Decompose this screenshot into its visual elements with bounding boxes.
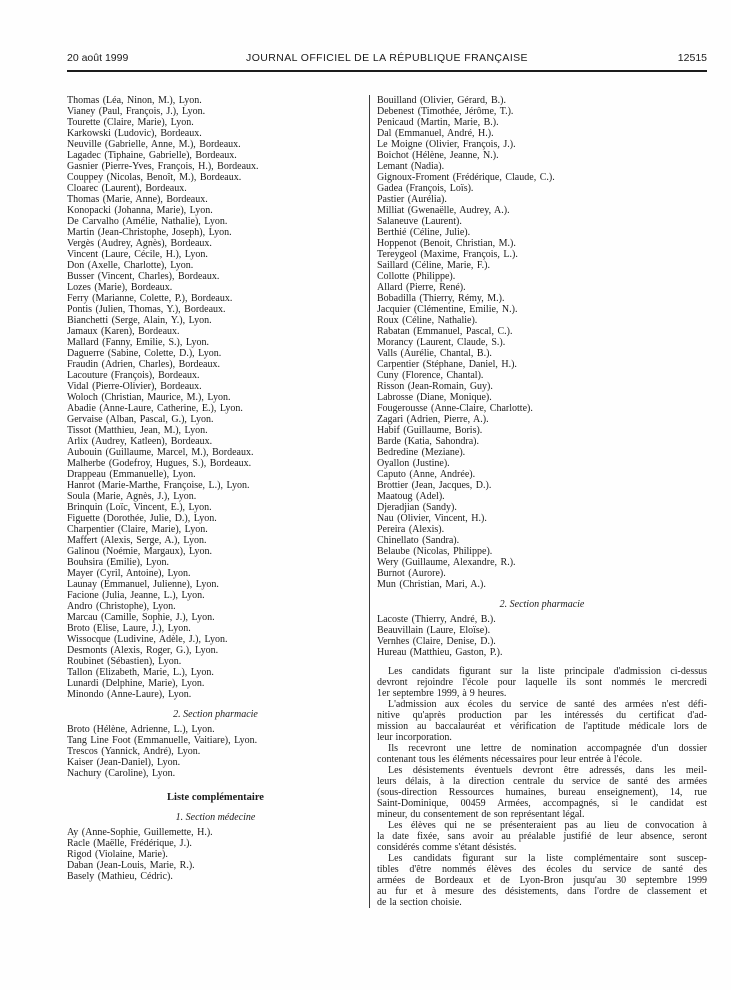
paragraph bbox=[377, 666, 707, 699]
section-heading-medecine: 1. Section médecine bbox=[175, 812, 256, 823]
paragraph bbox=[377, 699, 707, 743]
name-entry: Jacquier (Clémentine, Emilie, N.). bbox=[377, 304, 518, 315]
name-entry: Mallard (Fanny, Emilie, S.), Lyon. bbox=[67, 337, 209, 348]
name-entry: Racle (Maëlle, Frédérique, J.). bbox=[67, 838, 192, 849]
name-entry: Brinquin (Loïc, Vincent, E.), Lyon. bbox=[67, 502, 212, 513]
name-entry: Maatoug (Adel). bbox=[377, 491, 445, 502]
name-entry: Aubouin (Guillaume, Marcel, M.), Bordeaux. bbox=[67, 447, 254, 458]
paragraph-line: tibles d'être nommés élèves des écoles du service de santé des bbox=[377, 864, 707, 875]
name-entry: Valls (Aurélie, Chantal, B.). bbox=[377, 348, 492, 359]
name-entry: Hoppenot (Benoit, Christian, M.). bbox=[377, 238, 516, 249]
name-entry: Cloarec (Laurent), Bordeaux. bbox=[67, 183, 187, 194]
complementary-medicine-name-list-continued bbox=[377, 95, 707, 590]
paragraph-line: la date fixée, sans avoir au préalable justifié de leur absence, seront bbox=[377, 831, 707, 842]
name-entry: Lozes (Marie), Bordeaux. bbox=[67, 282, 173, 293]
name-entry: Neuville (Gabrielle, Anne, M.), Bordeaux. bbox=[67, 139, 241, 150]
name-entry: Tereygeol (Maxime, François, L.). bbox=[377, 249, 518, 260]
name-entry: Ay (Anne-Sophie, Guillemette, H.). bbox=[67, 827, 213, 838]
name-entry: Allard (Pierre, René). bbox=[377, 282, 466, 293]
name-entry: Martin (Jean-Christophe, Joseph), Lyon. bbox=[67, 227, 232, 238]
name-entry: Jamaux (Karen), Bordeaux. bbox=[67, 326, 180, 337]
name-entry: Tissot (Matthieu, Jean, M.), Lyon. bbox=[67, 425, 208, 436]
name-entry: Fraudin (Adrien, Charles), Bordeaux. bbox=[67, 359, 220, 370]
name-entry: Wissocque (Ludivine, Adèle, J.), Lyon. bbox=[67, 634, 228, 645]
name-entry: Labrosse (Diane, Monique). bbox=[377, 392, 492, 403]
name-entry: Roux (Céline, Nathalie). bbox=[377, 315, 478, 326]
name-entry: Fougerousse (Anne-Claire, Charlotte). bbox=[377, 403, 533, 414]
name-entry: Trescos (Yannick, André), Lyon. bbox=[67, 746, 201, 757]
two-column-body bbox=[67, 95, 707, 908]
paragraph-line: devront rejoindre l'école pour laquelle ils sont nommés le mercredi bbox=[377, 677, 707, 688]
name-entry: Roubinet (Sébastien), Lyon. bbox=[67, 656, 182, 667]
name-entry: Bobadilla (Thierry, Rémy, M.). bbox=[377, 293, 505, 304]
name-entry: Morancy (Laurent, Claude, S.). bbox=[377, 337, 506, 348]
name-entry: Vernhes (Claire, Denise, D.). bbox=[377, 636, 496, 647]
name-entry: Bouilland (Olivier, Gérard, B.). bbox=[377, 95, 506, 106]
name-entry: Zagari (Adrien, Pierre, A.). bbox=[377, 414, 489, 425]
name-entry: Lacouture (François), Bordeaux. bbox=[67, 370, 200, 381]
name-entry: Milliat (Gwenaëlle, Audrey, A.). bbox=[377, 205, 510, 216]
paragraph-line: Les désistements éventuels devront être adressés, dans les meil- bbox=[388, 765, 707, 776]
paragraph bbox=[377, 820, 707, 853]
name-entry: Mayer (Cyril, Antoine), Lyon. bbox=[67, 568, 191, 579]
name-entry: Vianey (Paul, François, J.), Lyon. bbox=[67, 106, 206, 117]
name-entry: Gadea (François, Loïs). bbox=[377, 183, 474, 194]
name-entry: Don (Axelle, Charlotte), Lyon. bbox=[67, 260, 194, 271]
name-entry: Rigod (Violaine, Marie). bbox=[67, 849, 168, 860]
name-entry: Tallon (Elizabeth, Marie, L.), Lyon. bbox=[67, 667, 214, 678]
name-entry: Pastier (Aurélia). bbox=[377, 194, 447, 205]
name-entry: Nachury (Caroline), Lyon. bbox=[67, 768, 176, 779]
name-entry: Charpentier (Claire, Marie), Lyon. bbox=[67, 524, 208, 535]
name-entry: Cuny (Florence, Chantal). bbox=[377, 370, 484, 381]
complementary-list-title: Liste complémentaire bbox=[167, 792, 264, 803]
name-entry: Carpentier (Stéphane, Daniel, H.). bbox=[377, 359, 517, 370]
paragraph-line: considérés comme s'étant désistés. bbox=[377, 842, 517, 853]
complementary-pharmacy-name-list bbox=[377, 614, 707, 658]
name-entry: Salaneuve (Laurent). bbox=[377, 216, 462, 227]
header-rule bbox=[67, 70, 707, 72]
paragraph-line: Les élèves qui ne se présenteraient pas au lieu de convocation à bbox=[388, 820, 707, 831]
name-entry: Drappeau (Emmanuelle), Lyon. bbox=[67, 469, 196, 480]
section-heading-pharmacie: 2. Section pharmacie bbox=[499, 599, 585, 610]
column-divider-rule bbox=[369, 95, 370, 908]
paragraph-line: de la section choisie. bbox=[377, 897, 462, 908]
name-entry: Arlix (Audrey, Katleen), Bordeaux. bbox=[67, 436, 213, 447]
name-entry: Nau (Olivier, Vincent, H.). bbox=[377, 513, 487, 524]
body-paragraphs bbox=[377, 666, 707, 908]
name-entry: Tourette (Claire, Marie), Lyon. bbox=[67, 117, 194, 128]
issue-date: 20 août 1999 bbox=[67, 52, 129, 64]
left-column bbox=[67, 95, 364, 908]
name-entry: Tang Line Foot (Emmanuelle, Vaitiare), Lyon. bbox=[67, 735, 258, 746]
name-entry: Andro (Christophe), Lyon. bbox=[67, 601, 176, 612]
paragraph-line: mineur, du consentement de son représentant légal. bbox=[377, 809, 585, 820]
name-entry: Beauvillain (Laure, Eloïse). bbox=[377, 625, 491, 636]
medicine-name-list bbox=[67, 95, 364, 700]
name-entry: Mun (Christian, Mari, A.). bbox=[377, 579, 486, 590]
name-entry: Djeradjian (Sandy). bbox=[377, 502, 457, 513]
name-entry: Pereira (Alexis). bbox=[377, 524, 445, 535]
name-entry: Launay (Emmanuel, Julienne), Lyon. bbox=[67, 579, 219, 590]
name-entry: Figuette (Dorothée, Julie, D.), Lyon. bbox=[67, 513, 217, 524]
name-entry: Bedredine (Meziane). bbox=[377, 447, 466, 458]
name-entry: Maffert (Alexis, Serge, A.), Lyon. bbox=[67, 535, 207, 546]
paragraph-line: leur incorporation. bbox=[377, 732, 452, 743]
name-entry: Bouhsira (Emilie), Lyon. bbox=[67, 557, 169, 568]
name-entry: Brottier (Jean, Jacques, D.). bbox=[377, 480, 492, 491]
name-entry: Woloch (Christian, Maurice, M.), Lyon. bbox=[67, 392, 231, 403]
name-entry: Daban (Jean-Louis, Marie, R.). bbox=[67, 860, 195, 871]
name-entry: Kaiser (Jean-Daniel), Lyon. bbox=[67, 757, 181, 768]
name-entry: Pontis (Julien, Thomas, Y.), Bordeaux. bbox=[67, 304, 226, 315]
right-column bbox=[377, 95, 707, 908]
name-entry: De Carvalho (Amélie, Nathalie), Lyon. bbox=[67, 216, 228, 227]
name-entry: Saillard (Céline, Marie, F.). bbox=[377, 260, 491, 271]
paragraph-line: L'admission aux écoles du service de santé des armées n'est défi- bbox=[388, 699, 707, 710]
paragraph bbox=[377, 765, 707, 820]
name-entry: Vergès (Audrey, Agnès), Bordeaux. bbox=[67, 238, 212, 249]
name-entry: Thomas (Marie, Anne), Bordeaux. bbox=[67, 194, 208, 205]
name-entry: Lunardi (Delphine, Marie), Lyon. bbox=[67, 678, 205, 689]
name-entry: Boichot (Hélène, Jeanne, N.). bbox=[377, 150, 499, 161]
name-entry: Lacoste (Thierry, André, B.). bbox=[377, 614, 496, 625]
name-entry: Burnot (Aurore). bbox=[377, 568, 446, 579]
paragraph-line: (sous-direction Ressources humaines, bureau enseignement), 14, rue bbox=[377, 787, 707, 798]
name-entry: Ferry (Marianne, Colette, P.), Bordeaux. bbox=[67, 293, 233, 304]
name-entry: Rabatan (Emmanuel, Pascal, C.). bbox=[377, 326, 513, 337]
paragraph-line: Ils recevront une lettre de nomination accompagnée d'un dossier bbox=[388, 743, 707, 754]
name-entry: Debenest (Timothée, Jérôme, T.). bbox=[377, 106, 514, 117]
name-entry: Broto (Elise, Laure, J.), Lyon. bbox=[67, 623, 191, 634]
name-entry: Vincent (Laure, Cécile, H.), Lyon. bbox=[67, 249, 208, 260]
paragraph-line: mission au baccalauréat et vérification de l'aptitude médicale lors de bbox=[377, 721, 707, 732]
name-entry: Habif (Guillaume, Boris). bbox=[377, 425, 483, 436]
name-entry: Broto (Hélène, Adrienne, L.), Lyon. bbox=[67, 724, 215, 735]
page-title: JOURNAL OFFICIEL DE LA RÉPUBLIQUE FRANÇAISE bbox=[246, 52, 528, 64]
name-entry: Karkowski (Ludovic), Bordeaux. bbox=[67, 128, 202, 139]
name-entry: Busser (Vincent, Charles), Bordeaux. bbox=[67, 271, 220, 282]
masthead bbox=[67, 52, 707, 64]
name-entry: Daguerre (Sabine, Colette, D.), Lyon. bbox=[67, 348, 222, 359]
name-entry: Caputo (Anne, Andrée). bbox=[377, 469, 476, 480]
paragraph-line: Les candidats figurant sur la liste complémentaire sont suscep- bbox=[388, 853, 707, 864]
paragraph-line: contenant tous les éléments nécessaires pour leur entrée à l'école. bbox=[377, 754, 643, 765]
name-entry: Vidal (Pierre-Olivier), Bordeaux. bbox=[67, 381, 202, 392]
name-entry: Lagadec (Tiphaine, Gabrielle), Bordeaux. bbox=[67, 150, 237, 161]
name-entry: Galinou (Noémie, Margaux), Lyon. bbox=[67, 546, 213, 557]
paragraph-line: au fur et à mesure des désistements, dans l'ordre de classement et bbox=[377, 886, 707, 897]
paragraph bbox=[377, 743, 707, 765]
name-entry: Risson (Jean-Romain, Guy). bbox=[377, 381, 493, 392]
name-entry: Gasnier (Pierre-Yves, François, H.), Bordeaux. bbox=[67, 161, 259, 172]
name-entry: Thomas (Léa, Ninon, M.), Lyon. bbox=[67, 95, 202, 106]
name-entry: Belaube (Nicolas, Philippe). bbox=[377, 546, 493, 557]
paragraph bbox=[377, 853, 707, 908]
name-entry: Abadie (Anne-Laure, Catherine, E.), Lyon. bbox=[67, 403, 243, 414]
paragraph-line: nitive qu'après production par les intéressés du certificat d'ad- bbox=[377, 710, 707, 721]
name-entry: Dal (Emmanuel, André, H.). bbox=[377, 128, 494, 139]
name-entry: Wery (Guillaume, Alexandre, R.). bbox=[377, 557, 516, 568]
name-entry: Gervaise (Alban, Pascal, G.), Lyon. bbox=[67, 414, 214, 425]
pharmacy-name-list bbox=[67, 724, 364, 779]
name-entry: Facione (Julia, Jeanne, L.), Lyon. bbox=[67, 590, 205, 601]
name-entry: Malherbe (Godefroy, Hugues, S.), Bordeaux. bbox=[67, 458, 252, 469]
paragraph-line: Les candidats figurant sur la liste principale d'admission ci-dessus bbox=[388, 666, 707, 677]
name-entry: Oyallon (Justine). bbox=[377, 458, 450, 469]
name-entry: Hureau (Matthieu, Gaston, P.). bbox=[377, 647, 503, 658]
page-number: 12515 bbox=[677, 52, 707, 64]
name-entry: Marcau (Camille, Sophie, J.), Lyon. bbox=[67, 612, 215, 623]
paragraph-line: leurs délais, à la direction centrale du service de santé des armées bbox=[377, 776, 707, 787]
name-entry: Hanrot (Marie-Marthe, Françoise, L.), Lyon. bbox=[67, 480, 250, 491]
name-entry: Desmonts (Alexis, Roger, G.), Lyon. bbox=[67, 645, 219, 656]
name-entry: Soula (Marie, Agnès, J.), Lyon. bbox=[67, 491, 197, 502]
paragraph-line: 1er septembre 1999, à 9 heures. bbox=[377, 688, 507, 699]
name-entry: Konopacki (Johanna, Marie), Lyon. bbox=[67, 205, 213, 216]
name-entry: Couppey (Nicolas, Benoît, M.), Bordeaux. bbox=[67, 172, 242, 183]
complementary-medicine-name-list bbox=[67, 827, 364, 882]
name-entry: Penicaud (Martin, Marie, B.). bbox=[377, 117, 499, 128]
section-heading-pharmacie: 2. Section pharmacie bbox=[173, 709, 258, 720]
name-entry: Le Moigne (Olivier, François, J.). bbox=[377, 139, 516, 150]
name-entry: Barde (Katia, Sahondra). bbox=[377, 436, 479, 447]
name-entry: Collotte (Philippe). bbox=[377, 271, 456, 282]
name-entry: Gignoux-Froment (Frédérique, Claude, C.). bbox=[377, 172, 555, 183]
name-entry: Basely (Mathieu, Cédric). bbox=[67, 871, 173, 882]
name-entry: Minondo (Anne-Laure), Lyon. bbox=[67, 689, 192, 700]
name-entry: Chinellato (Sandra). bbox=[377, 535, 460, 546]
name-entry: Lemant (Nadia). bbox=[377, 161, 445, 172]
paragraph-line: Saint-Dominique, 00459 Armées, accompagnés, si le candidat est bbox=[377, 798, 707, 809]
name-entry: Berthié (Céline, Julie). bbox=[377, 227, 471, 238]
paragraph-line: armées de Bordeaux et de Lyon-Bron jusqu'au 30 septembre 1999 bbox=[377, 875, 707, 886]
name-entry: Bianchetti (Serge, Alain, Y.), Lyon. bbox=[67, 315, 212, 326]
